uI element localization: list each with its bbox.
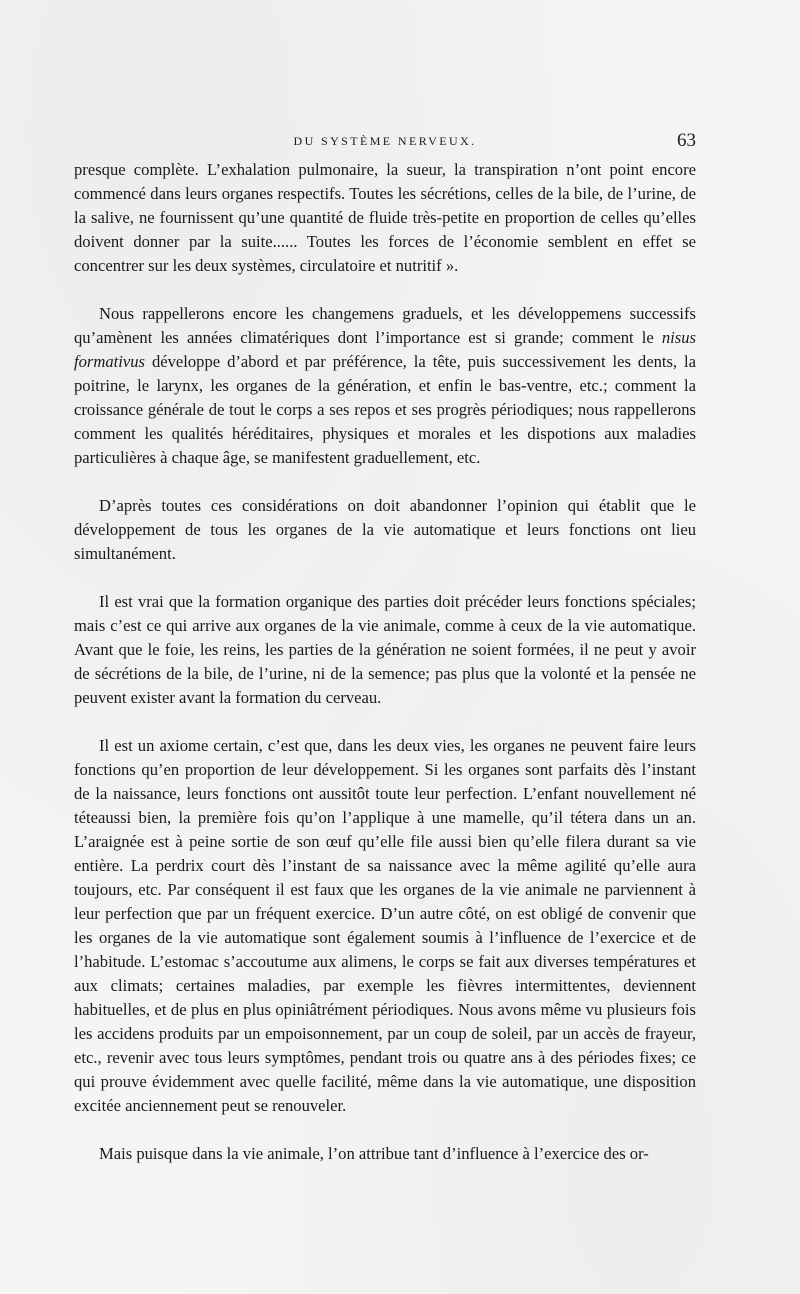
paragraph-climacteric-years: Nous rappellerons encore les changemens graduels, et les développemens successifs qu’amènent les années climatériques dont l’importance est si grande; comment le nisus formativus développe d’abord et par préférence, la tête, puis successivement les dents, la poitrine, le larynx, les organes de la génération, et enfin le bas-ventre, etc.; comment la croissance générale de tout le corps a ses repos et ses progrès périodiques; nous rappellerons comment les qualités héréditaires, physiques et morales et les dispotions aux maladies particulières à chaque âge, se manifestent graduellement, etc.: [74, 304, 696, 467]
latin-phrase: nisus formativus: [74, 328, 696, 371]
paragraph-organic-formation: Il est vrai que la formation organique des parties doit précéder leurs fonctions spéciales; mais c’est ce qui arrive aux organes de la vie animale, comme à ceux de la vie automatique. Avant que le foie, les reins, les parties de la génération ne soient formées, il ne peut y avoir de sécrétions de la bile, de l’urine, ni de la semence; pas plus que la volonté et la pensée ne peuvent exister avant la formation du cerveau.: [74, 592, 696, 707]
paragraph-continuation: presque complète. L’exhalation pulmonaire, la sueur, la transpiration n’ont point encore commencé dans leurs organes respectifs. Toutes les sécrétions, celles de la bile, de l’urine, de la salive, ne fournissent qu’une quantité de fluide très-petite en proportion de celles qu’elles doivent donner par la suite...... Toutes les forces de l’économie semblent en effet se concentrer sur les deux systèmes, circulatoire et nutritif ».: [74, 160, 696, 275]
paragraph-conclusion-simultaneity: D’après toutes ces considérations on doit abandonner l’opinion qui établit que le développement de tous les organes de la vie automatique et leurs fonctions ont lieu simultanément.: [74, 496, 696, 563]
page-number: 63: [677, 130, 696, 151]
body-text: [74, 158, 696, 1166]
running-head: [74, 130, 696, 154]
paragraph-axiom-development: Il est un axiome certain, c’est que, dans les deux vies, les organes ne peuvent faire leurs fonctions qu’en proportion de leur développement. Si les organes sont parfaits dès l’instant de la naissance, leurs fonctions ont aussitôt toute leur perfection. L’enfant nouvellement né téteaussi bien, la première fois qu’on l’applique à une mamelle, qu’il tétera dans un an. L’araignée est à peine sortie de son œuf qu’elle file aussi bien qu’elle filera durant sa vie entière. La perdrix court dès l’instant de sa naissance avec la même agilité qu’elle aura toujours, etc. Par conséquent il est faux que les organes de la vie animale ne parviennent à leur perfection que par un fréquent exercice. D’un autre côté, on est obligé de convenir que les organes de la vie automatique sont également soumis à l’influence de l’exercice et de l’habitude. L’estomac s’accoutume aux alimens, le corps se fait aux diverses températures et aux climats; certaines maladies, par exemple les fièvres intermittentes, deviennent habituelles, et de plus en plus opiniâtrément périodiques. Nous avons même vu plusieurs fois les accidens produits par un empoisonnement, par un coup de soleil, par un accès de frayeur, etc., revenir avec tous leurs symptômes, pendant trois ou quatre ans à des périodes fixes; ce qui prouve évidemment avec quelle facilité, même dans la vie automatique, une disposition excitée anciennement peut se renouveler.: [74, 736, 696, 1115]
running-title: DU SYSTÈME NERVEUX.: [293, 134, 477, 148]
paragraph-animal-life-exercise: Mais puisque dans la vie animale, l’on attribue tant d’influence à l’exercice des or-: [99, 1144, 649, 1163]
